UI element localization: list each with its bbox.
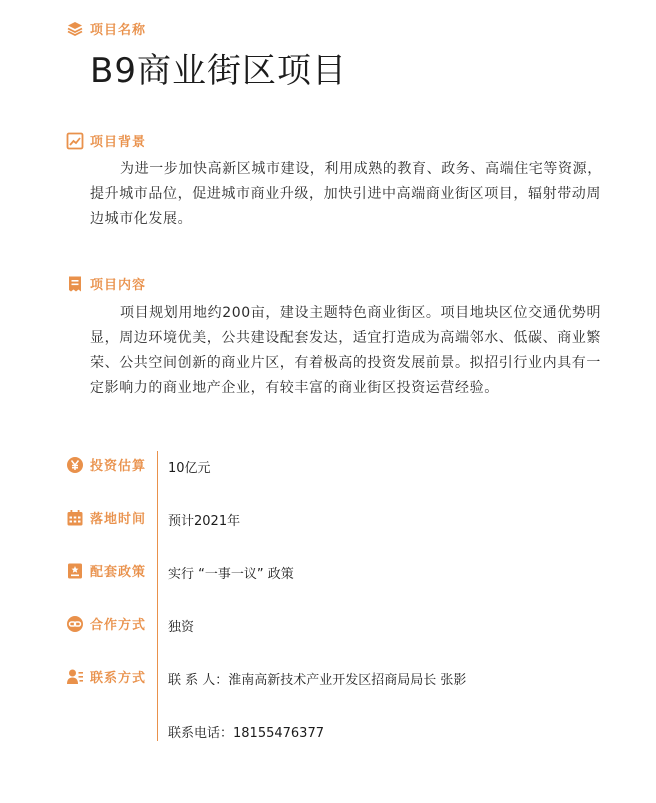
page-title: B9商业街区项目: [90, 51, 347, 91]
detail-label-cooperation: 合作方式: [90, 618, 147, 633]
calendar-icon: [66, 509, 84, 527]
section-label-background: 项目背景: [90, 135, 147, 150]
detail-row-timeline: [66, 508, 162, 527]
detail-row-contact: [66, 667, 162, 686]
detail-value-investment: 10亿元: [168, 461, 211, 476]
section-header-content: [66, 274, 146, 293]
yen-icon: [66, 456, 84, 474]
detail-label-policy: 配套政策: [90, 565, 147, 580]
detail-label-contact: 联系方式: [90, 671, 147, 686]
document-icon: [66, 275, 84, 293]
detail-row-policy: [66, 561, 162, 580]
details-divider: [157, 451, 158, 741]
detail-label-timeline: 落地时间: [90, 512, 147, 527]
section-label-name: 项目名称: [90, 23, 147, 38]
section-label-content: 项目内容: [90, 278, 147, 293]
chart-trend-icon: [66, 132, 84, 150]
detail-value-policy: 实行 “一事一议” 政策: [168, 567, 294, 582]
policy-icon: [66, 562, 84, 580]
detail-value-timeline: 预计2021年: [168, 514, 241, 529]
section-header-background: [66, 131, 146, 150]
link-icon: [66, 615, 84, 633]
detail-row-investment: [66, 455, 162, 474]
layers-icon: [66, 20, 84, 38]
detail-label-investment: 投资估算: [90, 459, 147, 474]
background-paragraph: 为进一步加快高新区城市建设，利用成熟的教育、政务、高端住宅等资源，提升城市品位，促进城市商业升级，加快引进中高端商业街区项目，辐射带动周边城市化发展。: [90, 161, 602, 227]
section-header-name: [66, 19, 146, 38]
contact-person-icon: [66, 668, 84, 686]
contact-person: 联 系 人：淮南高新技术产业开发区招商局局长 张影: [168, 673, 467, 688]
content-paragraph: 项目规划用地约200亩，建设主题特色商业街区。项目地块区位交通优势明显，周边环境优美，公共建设配套发达，适宜打造成为高端邻水、低碳、商业繁荣、公共空间创新的商业片区，有着极高的投资发展前景。拟招引行业内具有一定影响力的商业地产企业，有较丰富的商业街区投资运营经验。: [90, 305, 602, 396]
contact-phone: 联系电话：18155476377: [168, 726, 324, 741]
detail-value-cooperation: 独资: [168, 620, 195, 635]
detail-row-cooperation: [66, 614, 162, 633]
